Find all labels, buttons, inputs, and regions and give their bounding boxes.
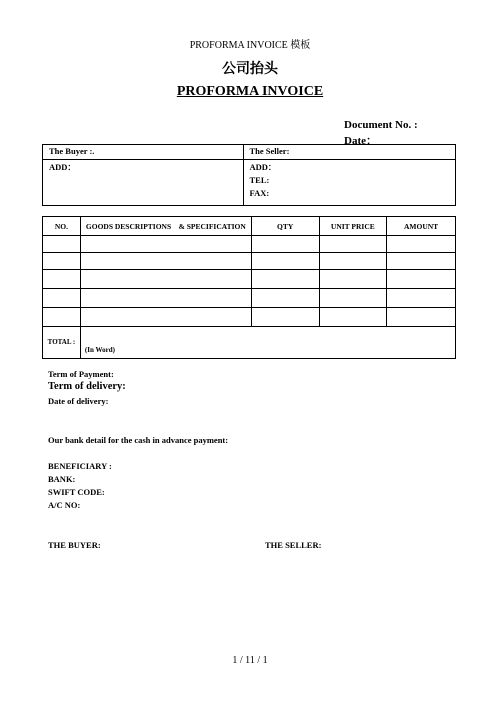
table-row (43, 236, 456, 253)
col-header-description: GOODS DESCRIPTIONS & SPECIFICATION (80, 217, 251, 236)
table-row (43, 308, 456, 327)
col-header-qty: QTY (251, 217, 319, 236)
table-row (43, 270, 456, 289)
party-table (42, 144, 456, 206)
bank-detail-intro: Our bank detail for the cash in advance payment: (48, 435, 229, 445)
seller-address-label: ADD： (249, 162, 277, 172)
date-label: Date： (344, 135, 377, 147)
beneficiary-label: BENEFICIARY : (48, 461, 112, 471)
account-no-label: A/C NO: (48, 500, 81, 510)
swift-code-label: SWIFT CODE: (48, 487, 105, 497)
total-label: TOTAL : (43, 327, 81, 359)
company-heading: 公司抬头 (222, 61, 278, 77)
seller-label: The Seller: (249, 146, 290, 156)
goods-table (42, 216, 456, 359)
goods-header-row (43, 217, 456, 236)
buyer-address-label: ADD： (49, 162, 76, 172)
buyer-label: The Buyer :. (49, 146, 95, 156)
total-row (43, 327, 456, 359)
table-row (43, 289, 456, 308)
bank-label: BANK: (48, 474, 76, 484)
date-of-delivery-label: Date of delivery: (48, 396, 109, 406)
col-header-unit-price: UNIT PRICE (319, 217, 387, 236)
term-of-payment-label: Term of Payment: (48, 369, 114, 379)
col-header-amount: AMOUNT (387, 217, 456, 236)
document-no-label: Document No. : (344, 119, 418, 131)
seller-signature-label: THE SELLER: (265, 540, 322, 550)
buyer-details-cell (43, 160, 244, 206)
table-row (43, 253, 456, 270)
document-title: PROFORMA INVOICE (176, 84, 324, 99)
buyer-label-cell (43, 145, 244, 160)
seller-label-cell (243, 145, 455, 160)
buyer-signature-label: THE BUYER: (48, 540, 101, 550)
col-header-no: NO. (43, 217, 81, 236)
in-word-cell: (In Word) (80, 327, 455, 359)
page-number: 1 / 11 / 1 (232, 655, 268, 666)
page-header: PROFORMA INVOICE 模板 (189, 40, 311, 51)
seller-details-cell (243, 160, 455, 206)
seller-tel-label: TEL: (249, 175, 270, 185)
seller-fax-label: FAX: (249, 188, 270, 198)
term-of-delivery-label: Term of delivery: (48, 381, 126, 392)
